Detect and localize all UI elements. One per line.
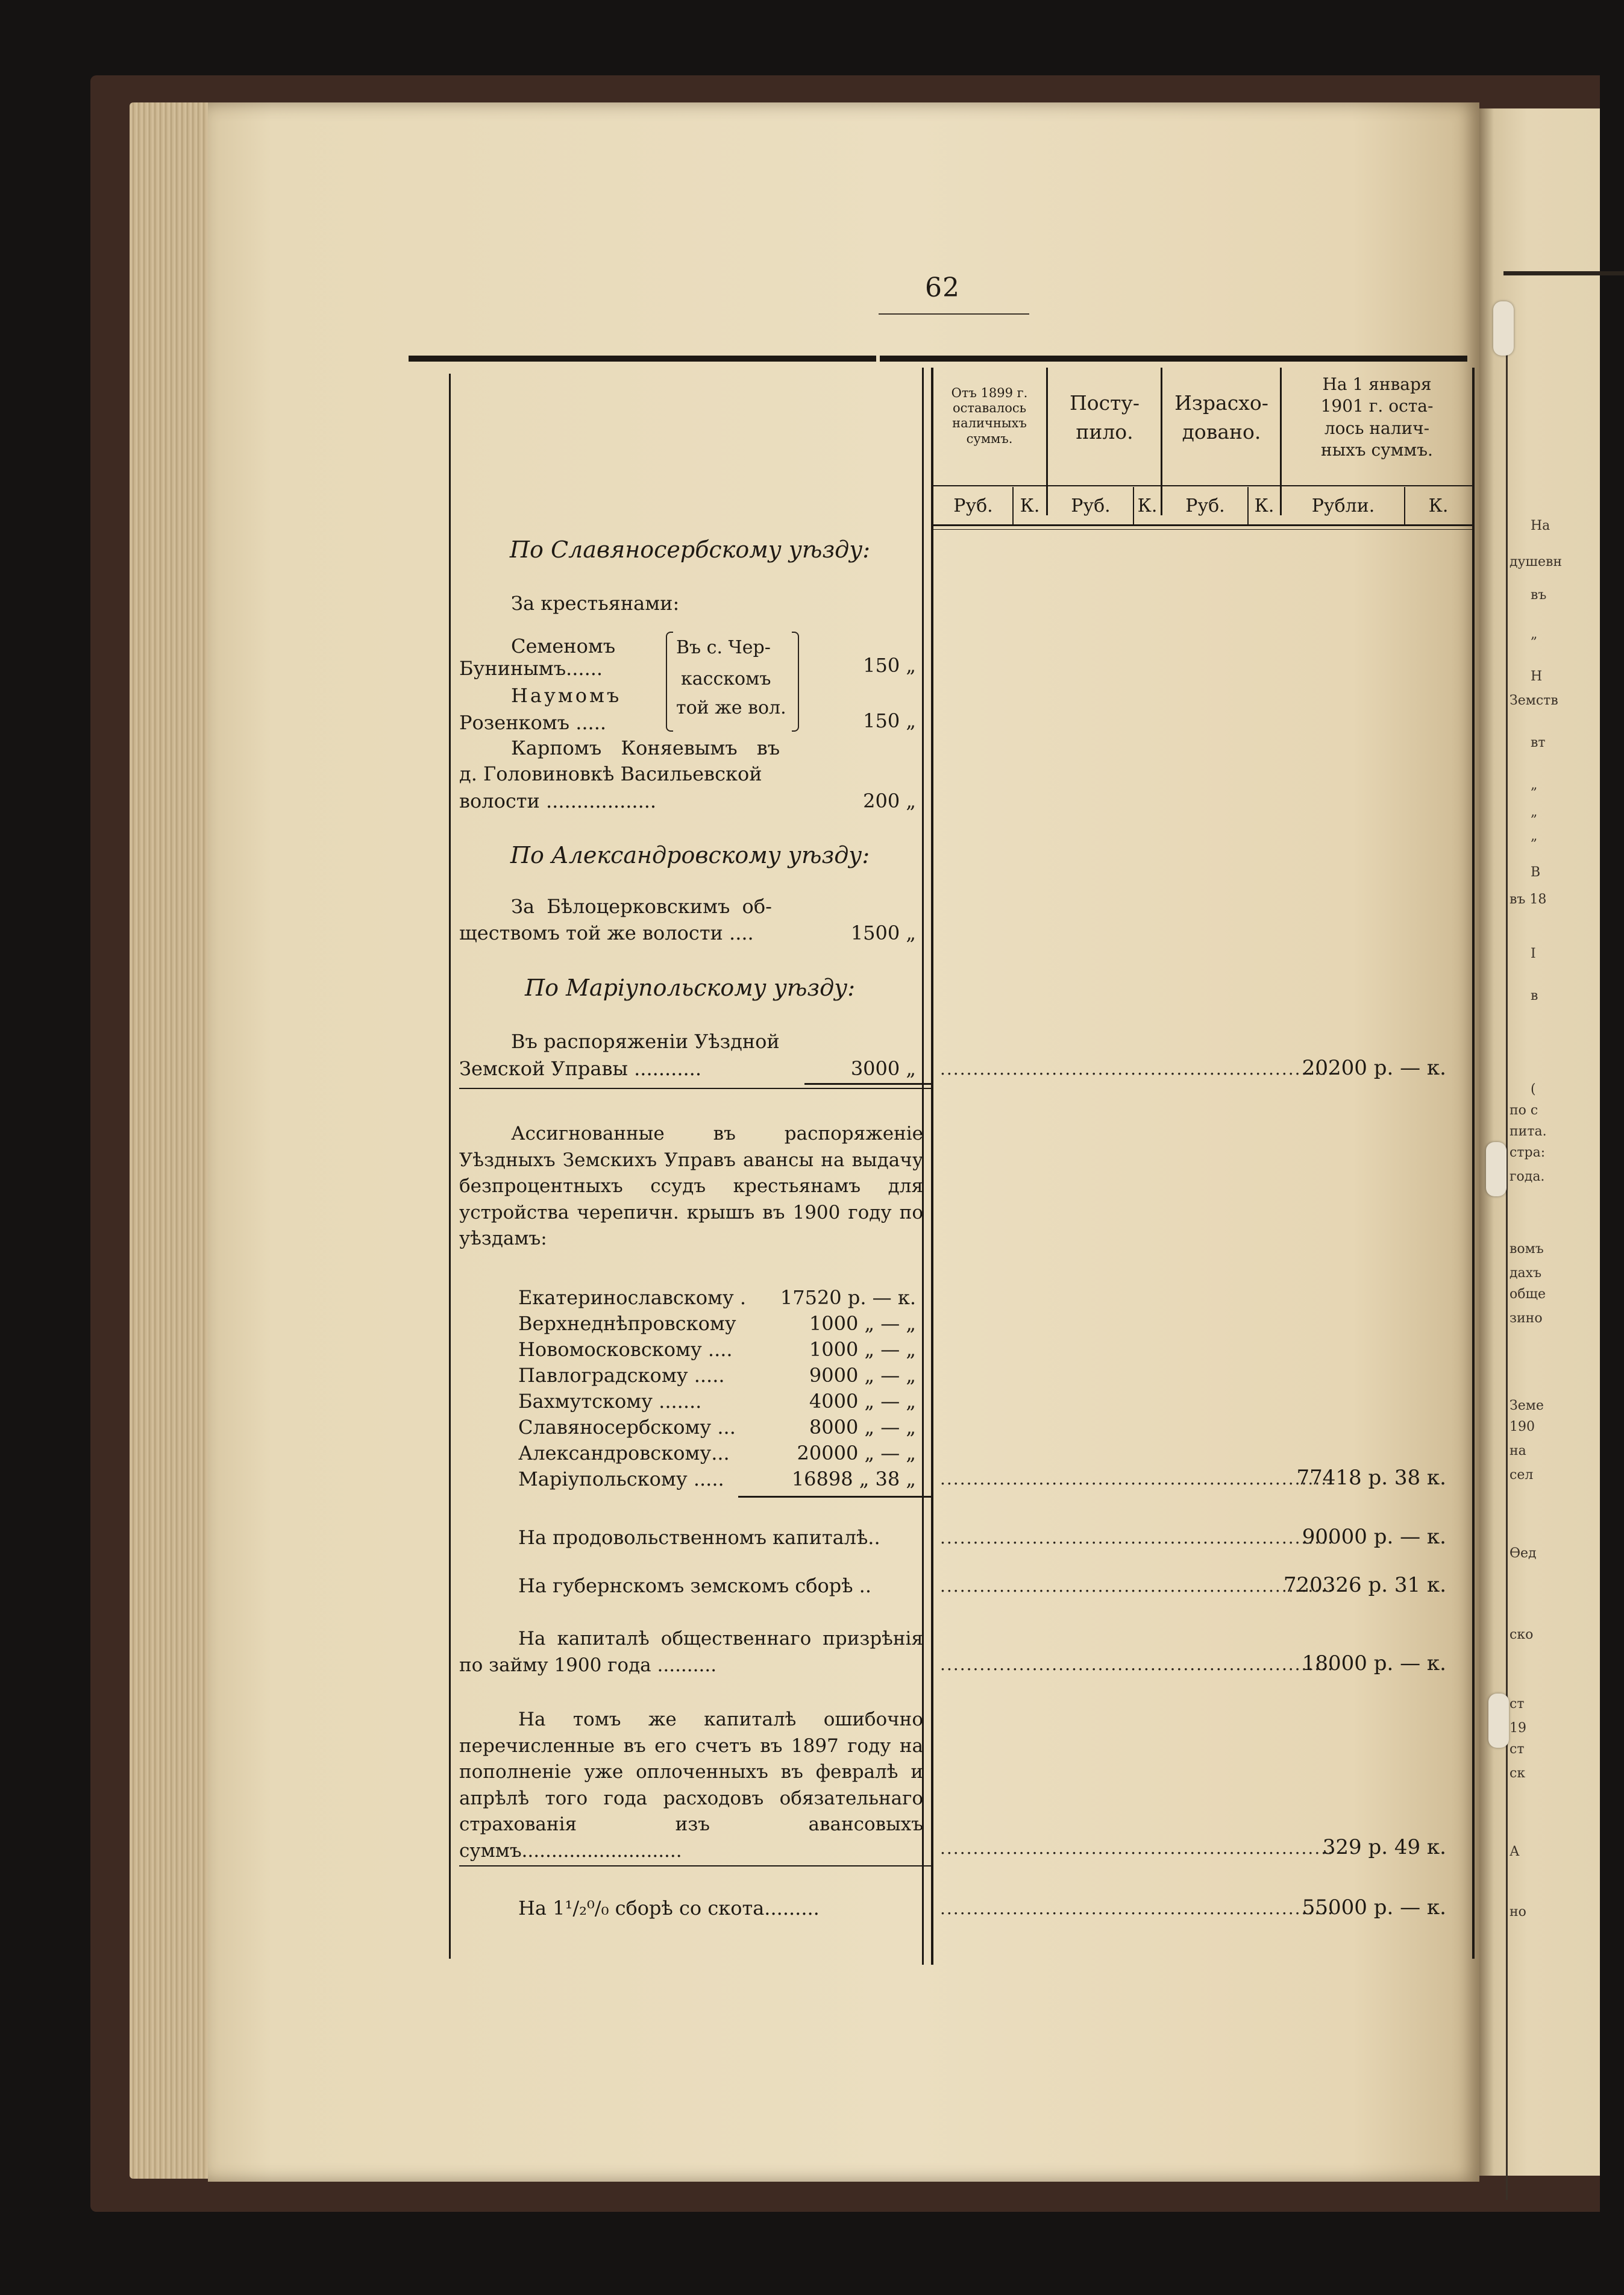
unit-kop: К. xyxy=(1428,495,1449,516)
district-amount: 9000 „ — „ xyxy=(809,1364,916,1387)
total-amount: 720326 р. 31 к. xyxy=(1283,1573,1446,1597)
district-name: Маріупольскому ..... xyxy=(518,1468,724,1490)
village-note: касскомъ xyxy=(681,668,771,689)
fund-line: На губернскомъ земскомъ сборѣ .. xyxy=(518,1574,872,1597)
village-note: Въ с. Чер- xyxy=(676,637,771,658)
loan-amount: 200 „ xyxy=(863,790,916,812)
table-border-left xyxy=(931,368,933,1965)
binding-string xyxy=(1486,1142,1506,1196)
loan-amount: 1500 „ xyxy=(850,921,916,944)
facing-page-header-rule xyxy=(1503,271,1624,275)
borrower-line: Карпомъ Коняевымъ въ xyxy=(511,736,780,759)
header-bottom-rule xyxy=(931,524,1473,526)
borrower-surname: Бунинымъ...... xyxy=(459,657,603,680)
right-brace xyxy=(792,632,799,732)
facing-page-text-fragment: I xyxy=(1531,946,1536,961)
total-amount: 18000 р. — к. xyxy=(1302,1651,1446,1675)
facing-page-text-fragment: обще xyxy=(1510,1287,1546,1302)
unit-divider xyxy=(1133,487,1134,524)
unit-kop: К. xyxy=(1254,495,1274,516)
facing-page-text-fragment: зино xyxy=(1510,1311,1543,1326)
facing-page-text-fragment: ско xyxy=(1510,1627,1534,1642)
facing-page-text-fragment: стра: xyxy=(1510,1145,1546,1160)
leader-dots: ............................................................ xyxy=(940,1469,1335,1489)
district-amount: 1000 „ — „ xyxy=(809,1338,916,1361)
village-note: той же вол. xyxy=(676,697,786,718)
facing-page-text-fragment: А xyxy=(1510,1844,1520,1859)
assignments-paragraph: Ассигнованные въ распоряженіе Уѣздныхъ Земскихъ Управъ авансы на выдачу безпроцентныхъ ссудъ крестьянамъ для устройства черепичн. крышъ въ 1900 году по уѣздамъ: xyxy=(459,1123,923,1249)
binding-string xyxy=(1493,301,1514,356)
col-divider-1 xyxy=(1046,368,1048,515)
district-amount: 4000 „ — „ xyxy=(809,1390,916,1413)
section-heading-slavyanoserbsk: По Славяносербскому уѣзду: xyxy=(509,536,871,563)
facing-page-text-fragment: ст xyxy=(1510,1697,1525,1712)
borrower-line: Земской Управы ........... xyxy=(459,1057,702,1080)
header-col-received: Посту- пило. xyxy=(1070,391,1140,444)
facing-page-text-fragment: Земств xyxy=(1510,693,1558,708)
borrower-line: д. Головиновкѣ Васильевской xyxy=(459,762,762,785)
header-divider xyxy=(931,485,1473,486)
facing-page-text-fragment: вомъ xyxy=(1510,1242,1544,1257)
borrower-name: Наумомъ xyxy=(511,684,622,707)
left-border-rule xyxy=(449,374,451,1959)
page-number: 62 xyxy=(925,272,960,303)
facing-page-text-fragment: въ 18 xyxy=(1510,892,1547,907)
district-name: Екатеринославскому . xyxy=(518,1286,747,1309)
section-heading-mariupol: По Маріупольскому уѣзду: xyxy=(524,975,856,1001)
facing-page-text-fragment: на xyxy=(1510,1443,1526,1458)
loan-amount: 3000 „ xyxy=(850,1057,916,1080)
section-divider xyxy=(459,1088,931,1089)
facing-page-text-fragment: „ xyxy=(1531,805,1538,820)
facing-page-column-rule xyxy=(1506,319,1508,2200)
district-amount: 16898 „ 38 „ xyxy=(791,1468,916,1490)
borrower-name: Семеномъ xyxy=(511,635,616,658)
unit-rub: Руб. xyxy=(953,495,993,516)
unit-divider xyxy=(1404,487,1405,524)
borrower-line: Въ распоряженіи Уѣздной xyxy=(511,1030,780,1053)
borrower-line: волости .................. xyxy=(459,790,657,812)
facing-page-text-fragment: сел xyxy=(1510,1468,1534,1483)
loan-amount: 150 „ xyxy=(863,654,916,677)
facing-page-text-fragment: 19 xyxy=(1510,1721,1526,1736)
facing-page-text-fragment: „ xyxy=(1531,627,1538,642)
total-amount: 20200 р. — к. xyxy=(1302,1056,1446,1080)
unit-rub: Руб. xyxy=(1071,495,1111,516)
district-name: Славяносербскому ... xyxy=(518,1416,736,1439)
facing-page-text-fragment: дахъ xyxy=(1510,1266,1542,1281)
fund-line: На 1¹/₂⁰/₀ сборѣ со скота......... xyxy=(518,1897,820,1920)
top-rule-left xyxy=(409,356,876,362)
leader-dots: ............................................................ xyxy=(940,1528,1335,1548)
facing-page-text-fragment: душевн xyxy=(1510,554,1563,570)
leader-dots: ............................................................ xyxy=(940,1898,1335,1918)
binding-string xyxy=(1488,1694,1509,1748)
facing-page-text-fragment: На xyxy=(1531,518,1550,533)
section-divider xyxy=(459,1865,931,1866)
facing-page-text-fragment: Н xyxy=(1531,669,1543,684)
subtotal-underline xyxy=(738,1496,931,1498)
col-divider-2 xyxy=(1161,368,1162,515)
header-col-spent: Израсхо- довано. xyxy=(1174,391,1268,444)
leader-dots: ............................................................ xyxy=(940,1576,1335,1596)
leader-dots: ............................................................ xyxy=(940,1654,1335,1674)
unit-divider xyxy=(1247,487,1249,524)
leader-dots: ............................................................ xyxy=(940,1059,1335,1079)
district-amount: 1000 „ — „ xyxy=(809,1312,916,1335)
total-amount: 329 р. 49 к. xyxy=(1322,1835,1446,1859)
facing-page-text-fragment: „ xyxy=(1531,777,1538,793)
unit-rub: Руб. xyxy=(1185,495,1225,516)
header-col-closing-balance: На 1 января 1901 г. оста- лось налич- ныхъ суммъ. xyxy=(1320,374,1434,460)
facing-page-text-fragment: въ xyxy=(1531,588,1547,603)
unit-kop: К. xyxy=(1020,495,1040,516)
loan-amount: 150 „ xyxy=(863,709,916,732)
facing-page-text-fragment: ст xyxy=(1510,1742,1525,1757)
unit-rubli: Рубли. xyxy=(1311,495,1375,516)
facing-page-text-fragment: ск xyxy=(1510,1766,1526,1781)
facing-page-text-fragment: года. xyxy=(1510,1169,1545,1184)
facing-page-text-fragment: в xyxy=(1531,988,1538,1003)
facing-page-text-fragment: В xyxy=(1531,865,1541,880)
col-divider-3 xyxy=(1280,368,1282,515)
total-amount: 77418 р. 38 к. xyxy=(1296,1466,1446,1490)
erroneous-paragraph: На томъ же капиталѣ ошибочно перечисленные въ его счетъ въ 1897 году на пополненіе уже оплоченныхъ въ февралѣ и апрѣлѣ того года расходовъ обязательнаго страхованія изъ авансовыхъ суммъ........................... xyxy=(459,1709,923,1862)
borrower-line: ществомъ той же волости .... xyxy=(459,921,754,944)
subtotal-underline xyxy=(804,1083,931,1085)
leader-dots: ............................................................ xyxy=(940,1838,1335,1858)
fund-line: На продовольственномъ капиталѣ.. xyxy=(518,1526,880,1549)
subheading-peasants: За крестьянами: xyxy=(511,592,680,615)
header-bottom-rule-thin xyxy=(931,529,1473,530)
charity-paragraph: На капиталѣ общественнаго призрѣнія по займу 1900 года .......... xyxy=(459,1628,923,1676)
district-name: Бахмутскому ....... xyxy=(518,1390,702,1413)
section-heading-aleksandrovsk: По Александровскому уѣзду: xyxy=(510,842,870,868)
facing-page-text-fragment: пита. xyxy=(1510,1124,1547,1139)
district-name: Верхнеднѣпровскому xyxy=(518,1312,736,1335)
borrower-surname: Розенкомъ ..... xyxy=(459,711,607,734)
facing-page-text-fragment: „ xyxy=(1531,829,1538,844)
facing-page-text-fragment: Өед xyxy=(1510,1546,1537,1561)
district-name: Александровскому... xyxy=(518,1442,730,1465)
district-amount: 20000 „ — „ xyxy=(797,1442,916,1465)
facing-page-text-fragment: по с xyxy=(1510,1103,1538,1118)
top-rule-right xyxy=(880,356,1467,362)
unit-kop: К. xyxy=(1137,495,1158,516)
district-name: Павлоградскому ..... xyxy=(518,1364,725,1387)
district-amount: 17520 р. — к. xyxy=(780,1286,916,1309)
borrower-line: За Бѣлоцерковскимъ об- xyxy=(511,895,772,918)
total-amount: 90000 р. — к. xyxy=(1302,1525,1446,1549)
facing-page-text-fragment: 190 xyxy=(1510,1419,1535,1434)
unit-divider xyxy=(1012,487,1014,524)
total-amount: 55000 р. — к. xyxy=(1302,1895,1446,1920)
header-col-opening-balance: Отъ 1899 г. оставалось наличныхъ суммъ. xyxy=(951,386,1028,446)
facing-page-text-fragment: Земе xyxy=(1510,1398,1544,1413)
left-brace xyxy=(666,632,673,732)
facing-page-text-fragment: но xyxy=(1510,1904,1526,1920)
table-border-right xyxy=(1472,368,1475,1959)
facing-page-text-fragment: вт xyxy=(1531,735,1546,750)
page-number-rule xyxy=(879,313,1029,315)
facing-page-text-fragment: ( xyxy=(1531,1082,1536,1097)
district-name: Новомосковскому .... xyxy=(518,1338,733,1361)
district-amount: 8000 „ — „ xyxy=(809,1416,916,1439)
